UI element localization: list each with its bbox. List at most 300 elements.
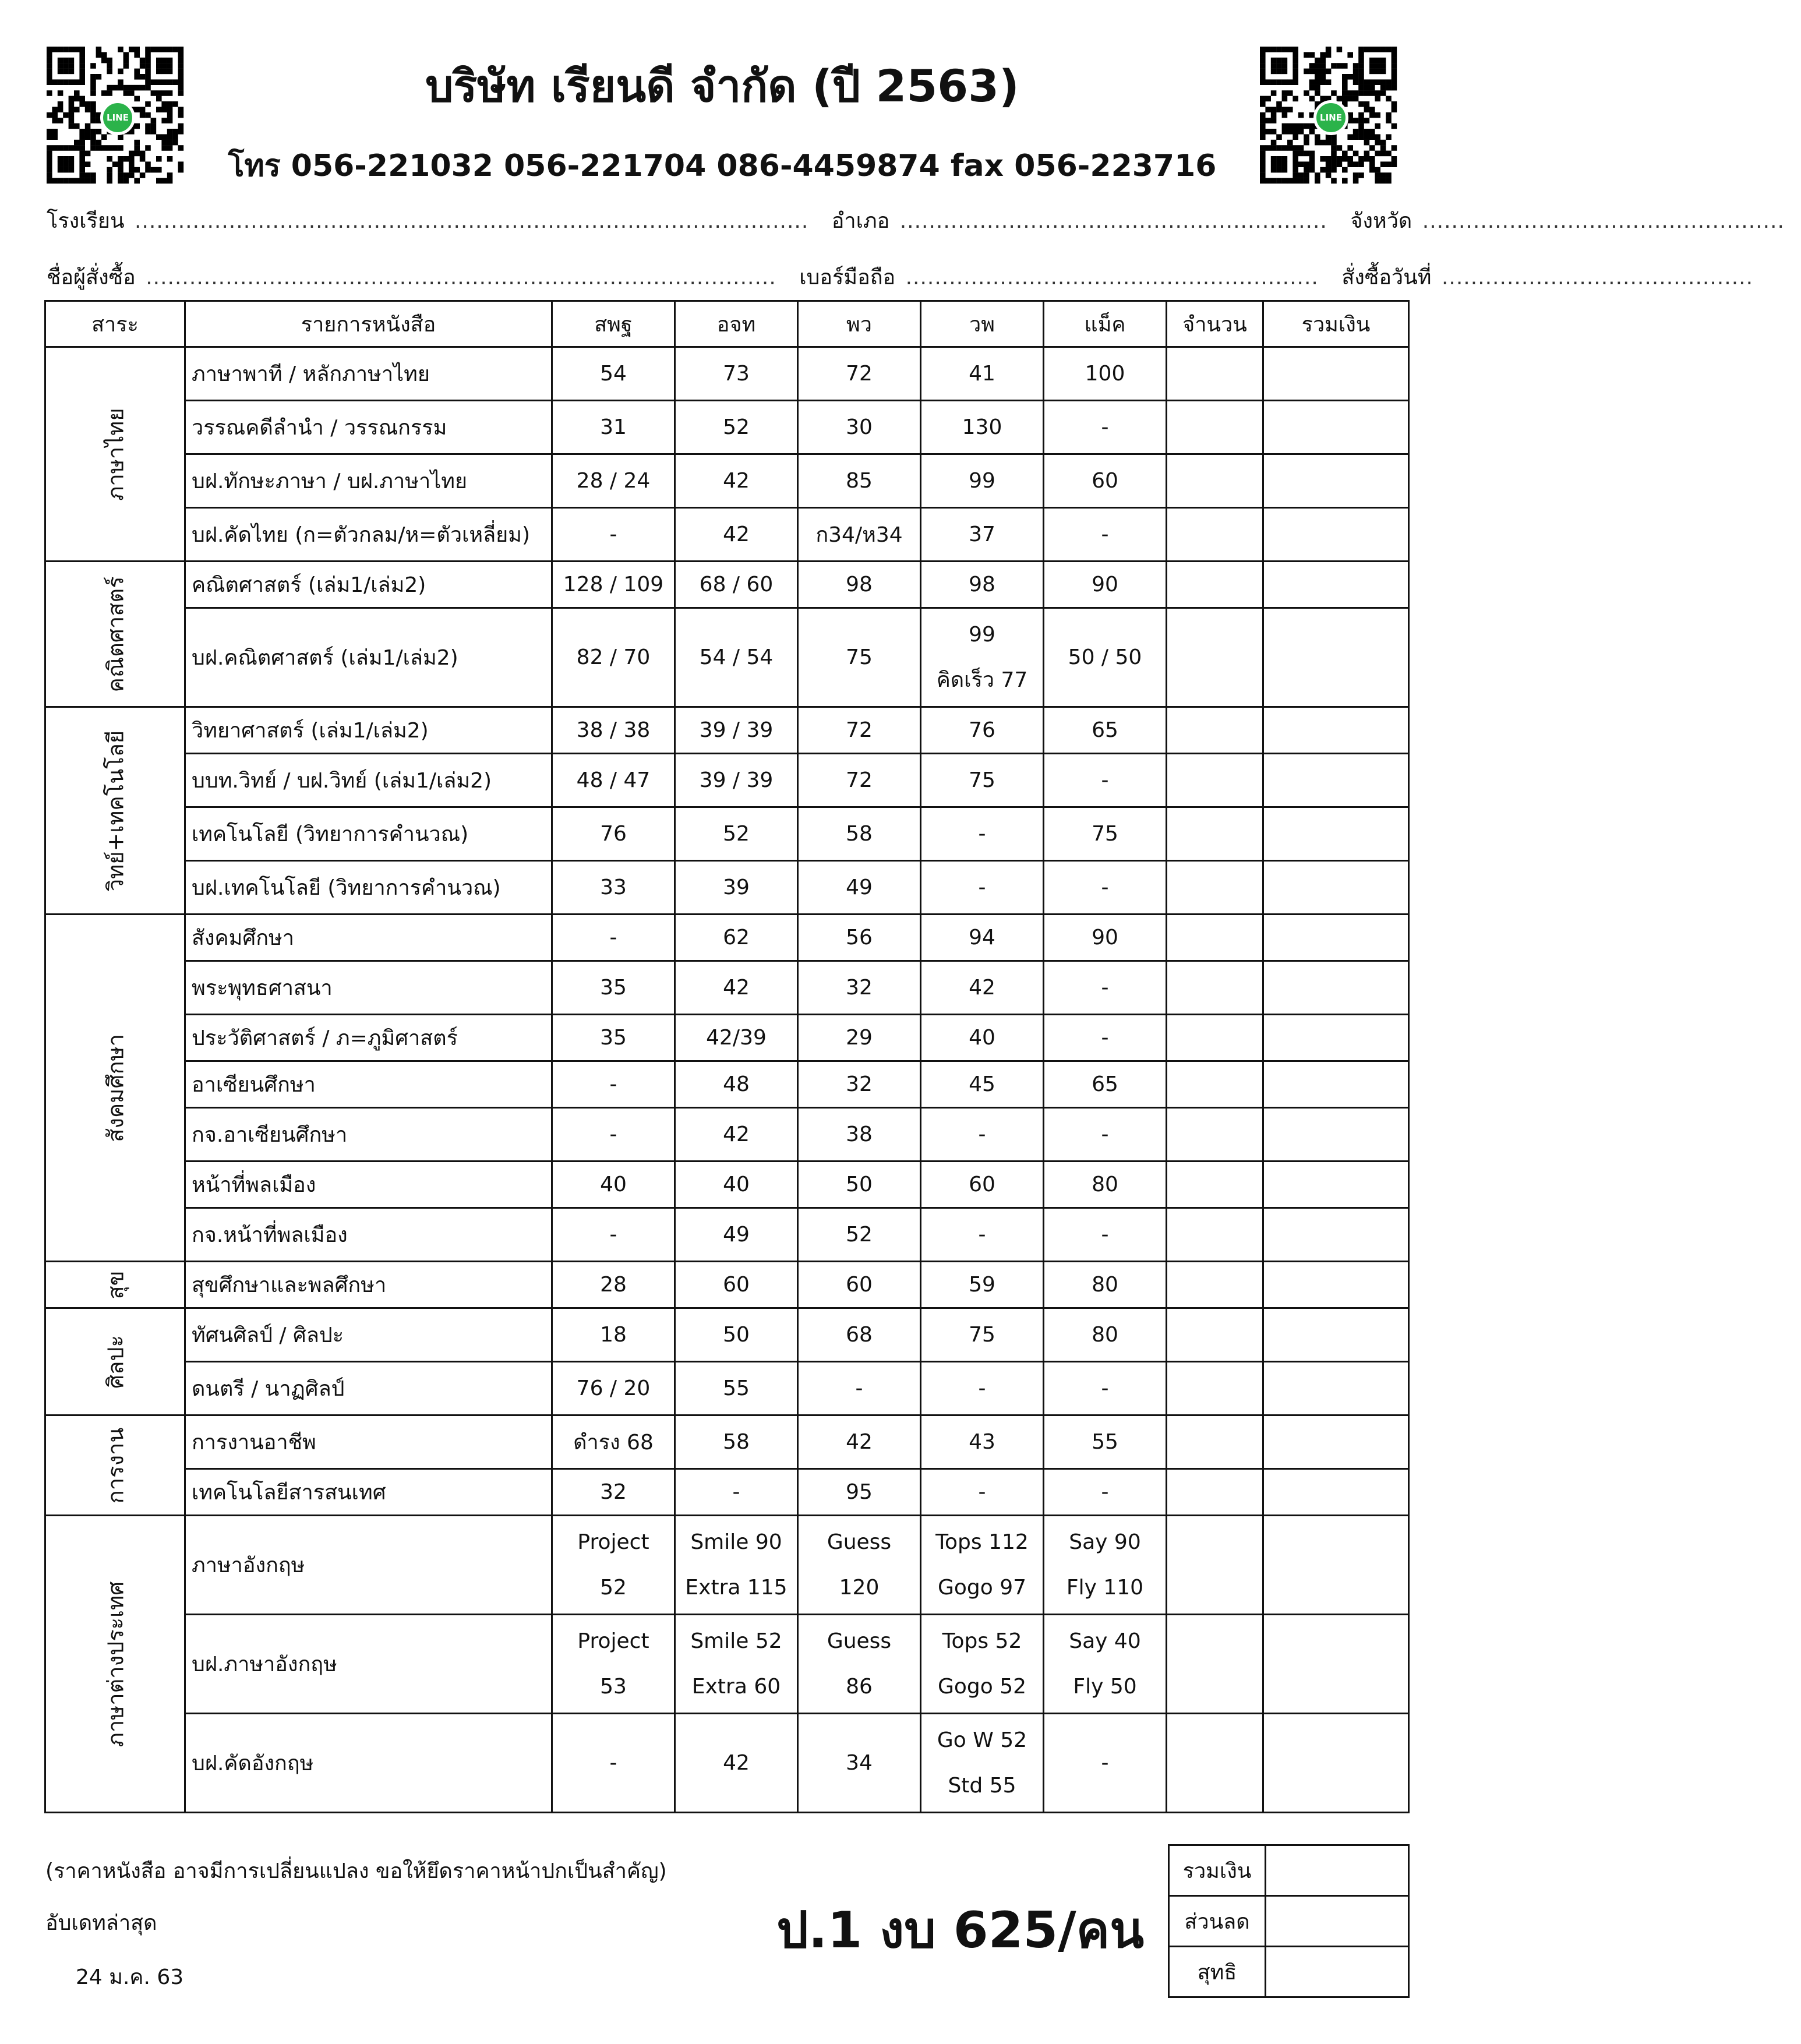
price-cell: 54 / 54 — [675, 608, 798, 707]
col-header-publisher: พว — [798, 301, 921, 347]
price-line: 99 — [969, 622, 995, 647]
line-logo-badge: LINE — [1313, 100, 1348, 135]
book-title: พระพุทธศาสนา — [185, 961, 552, 1015]
row-total-field[interactable] — [1263, 1516, 1409, 1615]
table-row — [45, 807, 1409, 861]
mobile-field[interactable]: ......................................................... — [905, 266, 1319, 290]
quantity-field[interactable] — [1167, 1162, 1263, 1208]
row-total-field[interactable] — [1263, 707, 1409, 754]
price-line: 86 — [846, 1674, 873, 1699]
col-header-total: รวมเงิน — [1263, 301, 1409, 347]
price-cell: 95 — [798, 1469, 921, 1516]
price-cell: 75 — [1044, 807, 1167, 861]
book-title: สังคมศึกษา — [185, 915, 552, 961]
price-cell: 60 — [675, 1262, 798, 1308]
book-title: บฝ.คณิตศาสตร์ (เล่ม1/เล่ม2) — [185, 608, 552, 707]
book-title: อาเซียนศึกษา — [185, 1061, 552, 1108]
price-cell: 33 — [552, 861, 675, 915]
price-cell: 40 — [921, 1015, 1044, 1061]
price-cell: 42 — [798, 1415, 921, 1469]
book-title: บฝ.ภาษาอังกฤษ — [185, 1615, 552, 1714]
price-cell: 50 / 50 — [1044, 608, 1167, 707]
price-line: Say 90 — [1069, 1530, 1141, 1554]
price-cell: 99 — [921, 454, 1044, 508]
price-cell: 72 — [798, 707, 921, 754]
table-row — [45, 1061, 1409, 1108]
price-line: Extra 115 — [685, 1575, 788, 1600]
row-total-field[interactable] — [1263, 454, 1409, 508]
subject-cell — [45, 347, 185, 562]
school-field[interactable]: ............................................................................................. — [135, 209, 809, 233]
subject-label: ศิลปะ — [103, 1335, 128, 1389]
totals-row-net — [1169, 1947, 1409, 1997]
subject-cell — [45, 707, 185, 915]
price-line: Tops 52 — [942, 1629, 1022, 1653]
table-row — [45, 1714, 1409, 1813]
price-cell — [798, 1516, 921, 1615]
table-row — [45, 401, 1409, 454]
price-cell: 59 — [921, 1262, 1044, 1308]
price-cell: 75 — [921, 754, 1044, 807]
price-cell: - — [921, 1108, 1044, 1162]
price-cell: 75 — [921, 1308, 1044, 1362]
col-header-publisher: สพฐ — [552, 301, 675, 347]
table-row — [45, 1108, 1409, 1162]
price-cell: - — [552, 1061, 675, 1108]
book-title: บฝ.เทคโนโลยี (วิทยาการคำนวณ) — [185, 861, 552, 915]
book-title: หน้าที่พลเมือง — [185, 1162, 552, 1208]
price-cell — [1044, 1516, 1167, 1615]
price-cell: 73 — [675, 347, 798, 401]
price-cell: - — [1044, 1108, 1167, 1162]
table-row — [45, 1516, 1409, 1615]
discount-field[interactable] — [1266, 1896, 1409, 1947]
price-cell: - — [1044, 861, 1167, 915]
district-field[interactable]: ........................................................... — [899, 209, 1327, 233]
price-cell: ก34/ห34 — [798, 508, 921, 562]
subject-label: วิทย์+เทคโนโลยี — [103, 730, 128, 891]
price-cell: - — [1044, 1362, 1167, 1415]
price-cell: 55 — [675, 1362, 798, 1415]
subject-cell — [45, 915, 185, 1262]
row-total-field[interactable] — [1263, 1714, 1409, 1813]
book-title: วรรณคดีลำนำ / วรรณกรรม — [185, 401, 552, 454]
price-cell: 94 — [921, 915, 1044, 961]
price-cell: 42/39 — [675, 1015, 798, 1061]
quantity-field[interactable] — [1167, 1015, 1263, 1061]
price-line: Project — [577, 1629, 649, 1653]
price-cell — [1044, 1615, 1167, 1714]
price-cell: - — [1044, 1015, 1167, 1061]
subject-label: คณิตศาสตร์ — [103, 576, 128, 693]
price-cell — [552, 1516, 675, 1615]
price-cell: - — [1044, 1469, 1167, 1516]
company-title: บริษัท เรียนดี จำกัด (ปี 2563) — [425, 60, 1019, 112]
price-cell: 30 — [798, 401, 921, 454]
row-total-field[interactable] — [1263, 562, 1409, 608]
price-cell: 42 — [675, 1108, 798, 1162]
quantity-field[interactable] — [1167, 1362, 1263, 1415]
price-cell: 82 / 70 — [552, 608, 675, 707]
price-cell — [552, 1615, 675, 1714]
price-cell: 48 — [675, 1061, 798, 1108]
subject-label: สุข — [103, 1270, 128, 1300]
book-title: ดนตรี / นาฏศิลป์ — [185, 1362, 552, 1415]
price-cell: 52 — [798, 1208, 921, 1262]
price-cell: 98 — [798, 562, 921, 608]
price-cell: 80 — [1044, 1308, 1167, 1362]
quantity-field[interactable] — [1167, 807, 1263, 861]
quantity-field[interactable] — [1167, 1208, 1263, 1262]
quantity-field[interactable] — [1167, 401, 1263, 454]
quantity-field[interactable] — [1167, 754, 1263, 807]
table-row — [45, 1308, 1409, 1362]
price-line: Say 40 — [1069, 1629, 1141, 1653]
net-label: สุทธิ — [1169, 1947, 1266, 1997]
order-date-label: สั่งซื้อวันที่ — [1341, 266, 1432, 290]
price-cell: - — [1044, 961, 1167, 1015]
col-header-publisher: วพ — [921, 301, 1044, 347]
price-cell: - — [675, 1469, 798, 1516]
price-cell — [675, 1615, 798, 1714]
price-cell: 52 — [675, 401, 798, 454]
totals-table — [1168, 1844, 1410, 1998]
price-cell: 37 — [921, 508, 1044, 562]
subject-cell — [45, 1262, 185, 1308]
mobile-label: เบอร์มือถือ — [799, 266, 896, 290]
quantity-field[interactable] — [1167, 1516, 1263, 1615]
price-line: Fly 110 — [1066, 1575, 1144, 1600]
contact-phones: โทร 056-221032 056-221704 086-4459874 fax 056-223716 — [228, 149, 1217, 183]
price-cell: 50 — [675, 1308, 798, 1362]
line-logo-badge: LINE — [100, 100, 135, 135]
price-cell: 42 — [675, 454, 798, 508]
price-cell: 48 / 47 — [552, 754, 675, 807]
price-line: Gogo 97 — [937, 1575, 1027, 1600]
district-label: อำเภอ — [831, 209, 890, 233]
price-cell: 60 — [798, 1262, 921, 1308]
price-cell: 45 — [921, 1061, 1044, 1108]
table-row — [45, 754, 1409, 807]
price-line: 53 — [600, 1674, 627, 1699]
quantity-field[interactable] — [1167, 861, 1263, 915]
book-title: เทคโนโลยี (วิทยาการคำนวณ) — [185, 807, 552, 861]
price-cell: 85 — [798, 454, 921, 508]
col-header-publisher: อจท — [675, 301, 798, 347]
price-line: Fly 50 — [1073, 1674, 1137, 1699]
school-label: โรงเรียน — [47, 209, 125, 233]
price-cell: 42 — [921, 961, 1044, 1015]
province-field[interactable]: .................................................. — [1422, 209, 1785, 233]
price-cell: 54 — [552, 347, 675, 401]
price-cell: - — [552, 1714, 675, 1813]
subject-label: สังคมศึกษา — [103, 1033, 128, 1142]
price-cell: 72 — [798, 754, 921, 807]
table-row — [45, 861, 1409, 915]
price-cell: 38 — [798, 1108, 921, 1162]
book-title: การงานอาชีพ — [185, 1415, 552, 1469]
orderer-field[interactable]: ....................................................................................... — [146, 266, 776, 290]
price-cell: 58 — [798, 807, 921, 861]
price-cell: 80 — [1044, 1262, 1167, 1308]
subject-cell — [45, 1415, 185, 1516]
row-total-field[interactable] — [1263, 915, 1409, 961]
price-cell: 18 — [552, 1308, 675, 1362]
row-total-field[interactable] — [1263, 1061, 1409, 1108]
price-cell: 90 — [1044, 562, 1167, 608]
price-cell: 28 / 24 — [552, 454, 675, 508]
table-row — [45, 961, 1409, 1015]
subject-cell — [45, 1308, 185, 1415]
price-cell: 65 — [1044, 1061, 1167, 1108]
price-cell: 76 / 20 — [552, 1362, 675, 1415]
price-cell: - — [1044, 754, 1167, 807]
price-cell: 80 — [1044, 1162, 1167, 1208]
table-row — [45, 1415, 1409, 1469]
row-total-field[interactable] — [1263, 508, 1409, 562]
book-title: กจ.อาเซียนศึกษา — [185, 1108, 552, 1162]
total-sum-label: รวมเงิน — [1169, 1845, 1266, 1896]
price-cell: - — [552, 915, 675, 961]
price-cell — [921, 1615, 1044, 1714]
subject-cell — [45, 562, 185, 707]
price-cell: - — [1044, 1208, 1167, 1262]
row-total-field[interactable] — [1263, 1262, 1409, 1308]
quantity-field[interactable] — [1167, 915, 1263, 961]
row-total-field[interactable] — [1263, 1208, 1409, 1262]
price-cell: 76 — [921, 707, 1044, 754]
discount-label: ส่วนลด — [1169, 1896, 1266, 1947]
price-cell: 68 / 60 — [675, 562, 798, 608]
price-line: Guess — [827, 1629, 892, 1653]
price-cell: 32 — [798, 1061, 921, 1108]
price-cell: 39 / 39 — [675, 707, 798, 754]
subject-label: ภาษาต่างประเทศ — [103, 1581, 128, 1747]
price-cell: - — [921, 1469, 1044, 1516]
col-header-subject: สาระ — [45, 301, 185, 347]
quantity-field[interactable] — [1167, 1615, 1263, 1714]
row-total-field[interactable] — [1263, 608, 1409, 707]
price-cell: 62 — [675, 915, 798, 961]
quantity-field[interactable] — [1167, 1415, 1263, 1469]
net-field[interactable] — [1266, 1947, 1409, 1997]
price-cell: - — [921, 1208, 1044, 1262]
book-title: สุขศึกษาและพลศึกษา — [185, 1262, 552, 1308]
price-line: Extra 60 — [691, 1674, 781, 1699]
price-line: 120 — [839, 1575, 880, 1600]
subject-label: ภาษาไทย — [103, 407, 128, 501]
table-row — [45, 1469, 1409, 1516]
book-title: กจ.หน้าที่พลเมือง — [185, 1208, 552, 1262]
book-title: บฝ.คัดอังกฤษ — [185, 1714, 552, 1813]
quantity-field[interactable] — [1167, 347, 1263, 401]
col-header-book: รายการหนังสือ — [185, 301, 552, 347]
price-cell: 98 — [921, 562, 1044, 608]
book-title: ทัศนศิลป์ / ศิลปะ — [185, 1308, 552, 1362]
row-total-field[interactable] — [1263, 861, 1409, 915]
price-cell — [675, 1516, 798, 1615]
row-total-field[interactable] — [1263, 1362, 1409, 1415]
orderer-label: ชื่อผู้สั่งซื้อ — [47, 266, 136, 290]
grade-budget: ป.1 งบ 625/คน — [776, 1901, 1144, 1960]
price-cell — [798, 1615, 921, 1714]
book-title: ประวัติศาสตร์ / ภ=ภูมิศาสตร์ — [185, 1015, 552, 1061]
row-total-field[interactable] — [1263, 1015, 1409, 1061]
price-cell: 40 — [552, 1162, 675, 1208]
price-cell — [921, 1714, 1044, 1813]
price-cell: 49 — [798, 861, 921, 915]
quantity-field[interactable] — [1167, 562, 1263, 608]
quantity-field[interactable] — [1167, 1108, 1263, 1162]
price-cell: 42 — [675, 1714, 798, 1813]
order-date-field[interactable]: ........................................... — [1441, 266, 1754, 290]
quantity-field[interactable] — [1167, 1061, 1263, 1108]
price-cell: 76 — [552, 807, 675, 861]
table-row — [45, 562, 1409, 608]
table-row — [45, 915, 1409, 961]
price-cell: 90 — [1044, 915, 1167, 961]
book-title: บฝ.ทักษะภาษา / บฝ.ภาษาไทย — [185, 454, 552, 508]
price-cell: 60 — [921, 1162, 1044, 1208]
price-cell: - — [921, 861, 1044, 915]
price-cell: 39 — [675, 861, 798, 915]
price-cell: - — [921, 807, 1044, 861]
book-title: เทคโนโลยีสารสนเทศ — [185, 1469, 552, 1516]
price-line: 52 — [600, 1575, 627, 1600]
price-cell: - — [798, 1362, 921, 1415]
price-cell: 60 — [1044, 454, 1167, 508]
quantity-field[interactable] — [1167, 707, 1263, 754]
book-title: ภาษาอังกฤษ — [185, 1516, 552, 1615]
row-total-field[interactable] — [1263, 961, 1409, 1015]
price-line: Std 55 — [948, 1773, 1016, 1798]
quantity-field[interactable] — [1167, 608, 1263, 707]
price-cell: 35 — [552, 961, 675, 1015]
last-updated-label: อับเดทล่าสุด — [45, 1911, 157, 1935]
row-total-field[interactable] — [1263, 1415, 1409, 1469]
table-row — [45, 707, 1409, 754]
row-total-field[interactable] — [1263, 401, 1409, 454]
price-cell: 75 — [798, 608, 921, 707]
price-line: Project — [577, 1530, 649, 1554]
col-header-publisher: แม็ค — [1044, 301, 1167, 347]
price-cell: - — [1044, 401, 1167, 454]
row-total-field[interactable] — [1263, 347, 1409, 401]
price-line: คิดเร็ว 77 — [936, 668, 1028, 692]
price-cell: 49 — [675, 1208, 798, 1262]
book-title: คณิตศาสตร์ (เล่ม1/เล่ม2) — [185, 562, 552, 608]
price-disclaimer: (ราคาหนังสือ อาจมีการเปลี่ยนแปลง ขอให้ยึดราคาหน้าปกเป็นสำคัญ) — [45, 1859, 667, 1883]
price-line: Smile 52 — [690, 1629, 782, 1653]
price-line: Guess — [827, 1530, 892, 1554]
row-total-field[interactable] — [1263, 807, 1409, 861]
price-cell: 32 — [798, 961, 921, 1015]
form-line-school — [47, 204, 1785, 237]
book-title: วิทยาศาสตร์ (เล่ม1/เล่ม2) — [185, 707, 552, 754]
total-sum-field[interactable] — [1266, 1845, 1409, 1896]
quantity-field[interactable] — [1167, 961, 1263, 1015]
last-updated-date: 24 ม.ค. 63 — [76, 1965, 184, 1989]
price-cell: - — [1044, 508, 1167, 562]
form-line-orderer — [47, 260, 1754, 294]
price-line: Tops 112 — [935, 1530, 1029, 1554]
price-cell: ดำรง 68 — [552, 1415, 675, 1469]
table-row — [45, 1015, 1409, 1061]
price-line: Gogo 52 — [937, 1674, 1027, 1699]
price-cell: 32 — [552, 1469, 675, 1516]
price-cell: 52 — [675, 807, 798, 861]
price-cell: 34 — [798, 1714, 921, 1813]
table-row — [45, 1262, 1409, 1308]
book-title: ภาษาพาที / หลักภาษาไทย — [185, 347, 552, 401]
price-cell: 100 — [1044, 347, 1167, 401]
table-row — [45, 347, 1409, 401]
province-label: จังหวัด — [1350, 209, 1412, 233]
book-title: บบท.วิทย์ / บฝ.วิทย์ (เล่ม1/เล่ม2) — [185, 754, 552, 807]
subject-label: การงาน — [103, 1427, 128, 1503]
price-cell: 72 — [798, 347, 921, 401]
row-total-field[interactable] — [1263, 1162, 1409, 1208]
price-cell: 31 — [552, 401, 675, 454]
row-total-field[interactable] — [1263, 1469, 1409, 1516]
price-cell: 40 — [675, 1162, 798, 1208]
price-cell: - — [552, 508, 675, 562]
quantity-field[interactable] — [1167, 1308, 1263, 1362]
quantity-field[interactable] — [1167, 1469, 1263, 1516]
price-cell: 55 — [1044, 1415, 1167, 1469]
subject-cell — [45, 1516, 185, 1813]
price-cell: 50 — [798, 1162, 921, 1208]
price-cell: 35 — [552, 1015, 675, 1061]
row-total-field[interactable] — [1263, 1308, 1409, 1362]
col-header-quantity: จำนวน — [1167, 301, 1263, 347]
price-cell: 128 / 109 — [552, 562, 675, 608]
price-cell: - — [1044, 1714, 1167, 1813]
price-cell: 56 — [798, 915, 921, 961]
table-header-row — [45, 301, 1409, 347]
quantity-field[interactable] — [1167, 508, 1263, 562]
price-cell: - — [552, 1108, 675, 1162]
price-cell: 38 / 38 — [552, 707, 675, 754]
price-cell: 130 — [921, 401, 1044, 454]
row-total-field[interactable] — [1263, 1108, 1409, 1162]
price-line: Smile 90 — [690, 1530, 782, 1554]
book-price-table — [44, 300, 1410, 1813]
price-cell — [921, 608, 1044, 707]
price-cell: 65 — [1044, 707, 1167, 754]
price-cell: 58 — [675, 1415, 798, 1469]
quantity-field[interactable] — [1167, 1714, 1263, 1813]
table-row — [45, 1208, 1409, 1262]
price-cell: 29 — [798, 1015, 921, 1061]
table-row — [45, 1162, 1409, 1208]
row-total-field[interactable] — [1263, 754, 1409, 807]
row-total-field[interactable] — [1263, 1615, 1409, 1714]
quantity-field[interactable] — [1167, 1262, 1263, 1308]
table-body — [45, 347, 1409, 1813]
quantity-field[interactable] — [1167, 454, 1263, 508]
price-cell: 42 — [675, 508, 798, 562]
price-line: Go W 52 — [937, 1728, 1027, 1752]
price-cell: 41 — [921, 347, 1044, 401]
table-row — [45, 508, 1409, 562]
price-cell: 28 — [552, 1262, 675, 1308]
totals-row-discount — [1169, 1896, 1409, 1947]
price-cell: - — [921, 1362, 1044, 1415]
price-cell: 42 — [675, 961, 798, 1015]
price-cell — [921, 1516, 1044, 1615]
book-title: บฝ.คัดไทย (ก=ตัวกลม/ห=ตัวเหลี่ยม) — [185, 508, 552, 562]
